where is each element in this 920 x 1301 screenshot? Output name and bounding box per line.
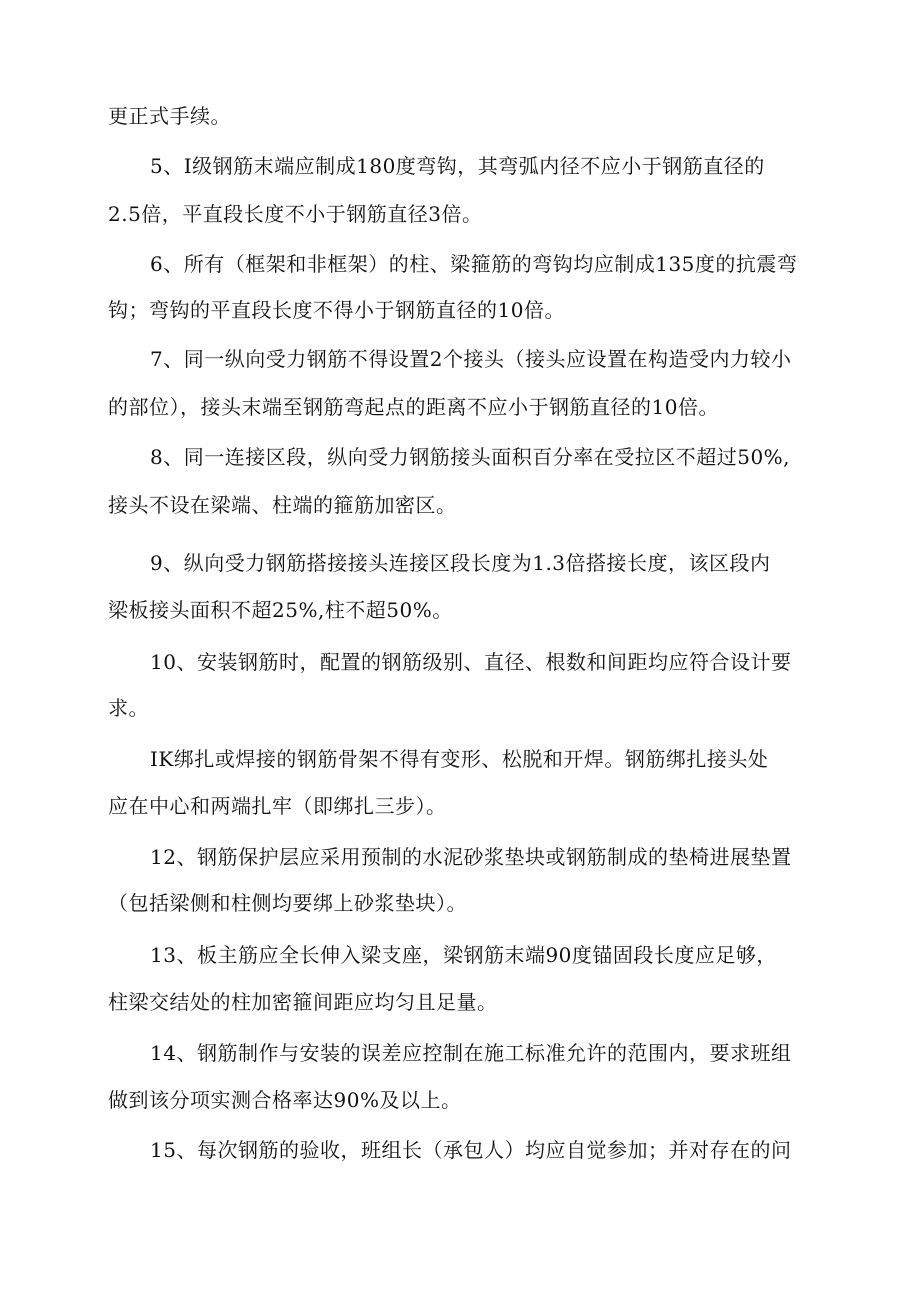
text-line: 5、I级钢筋末端应制成180度弯钩，其弯弧内径不应小于钢筋直径的 — [150, 154, 765, 178]
text-line: 8、同一连接区段，纵向受力钢筋接头面积百分率在受拉区不超过50%, — [150, 445, 791, 469]
text-line: 做到该分项实测合格率达90%及以上。 — [108, 1088, 462, 1112]
text-line: 更正式手续。 — [108, 104, 231, 128]
text-line: 应在中心和两端扎牢（即绑扎三步）。 — [108, 794, 447, 818]
text-line: （包括梁侧和柱侧均要绑上砂浆垫块）。 — [108, 891, 467, 915]
text-line: 7、同一纵向受力钢筋不得设置2个接头（接头应设置在构造受内力较小 — [150, 347, 792, 371]
text-line: 的部位），接头末端至钢筋弯起点的距离不应小于钢筋直径的10倍。 — [108, 395, 719, 419]
text-line: 2.5倍，平直段长度不小于钢筋直径3倍。 — [108, 202, 483, 226]
text-line: 求。 — [108, 696, 149, 720]
text-line: 接头不设在梁端、柱端的箍筋加密区。 — [108, 493, 457, 517]
text-line: 9、纵向受力钢筋搭接接头连接区段长度为1.3倍搭接长度，该区段内 — [150, 551, 771, 575]
text-line: 14、钢筋制作与安装的误差应控制在施工标准允许的范围内，要求班组 — [150, 1041, 792, 1065]
text-line: 钩；弯钩的平直段长度不得小于钢筋直径的10倍。 — [108, 298, 565, 322]
text-line: IK绑扎或焊接的钢筋骨架不得有变形、松脱和开焊。钢筋绑扎接头处 — [150, 747, 769, 771]
text-line: 15、每次钢筋的验收，班组长（承包人）均应自觉参加；并对存在的问 — [150, 1138, 792, 1162]
text-line: 梁板接头面积不超25%,柱不超50%。 — [108, 598, 453, 622]
text-line: 12、钢筋保护层应采用预制的水泥砂浆垫块或钢筋制成的垫椅进展垫置 — [150, 845, 792, 869]
text-line: 柱梁交结处的柱加密箍间距应均匀且足量。 — [108, 990, 498, 1014]
text-line: 10、安装钢筋时，配置的钢筋级别、直径、根数和间距均应符合设计要 — [150, 650, 792, 674]
text-line: 6、所有（框架和非框架）的柱、梁箍筋的弯钩均应制成135度的抗震弯 — [150, 252, 798, 276]
text-line: 13、板主筋应全长伸入梁支座，梁钢筋末端90度锚固段长度应足够， — [150, 943, 777, 967]
